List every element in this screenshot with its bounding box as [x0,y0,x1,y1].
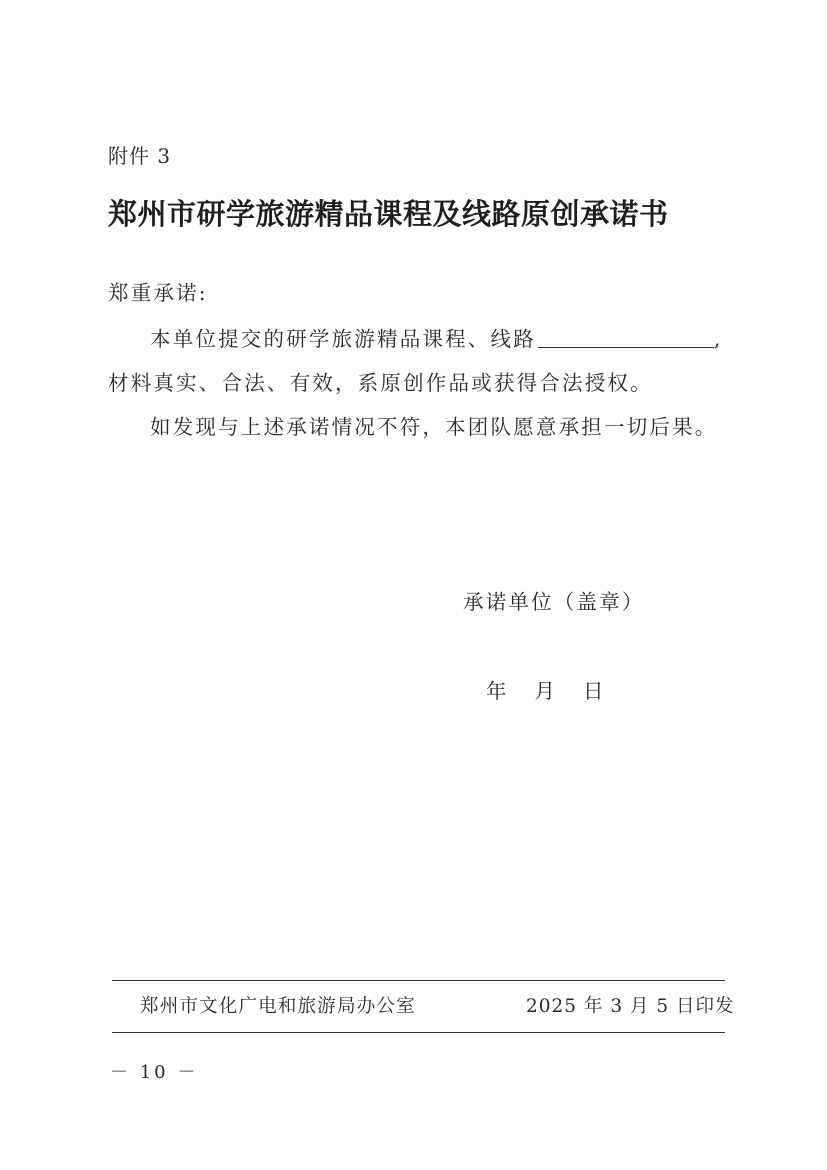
paragraph-1-text: 本单位提交的研学旅游精品课程、线路 [150,327,536,351]
paragraph-3: 如发现与上述承诺情况不符，本团队愿意承担一切后果。 [150,415,718,439]
footer-top-rule [112,980,725,981]
footer-bottom-rule [112,1032,725,1033]
signature-unit-label: 承诺单位（盖章） [463,590,645,614]
page-number: － 10 － [110,1062,199,1083]
paragraph-1 [150,322,723,352]
date-month: 月 [534,679,555,703]
paragraph-1-end: , [713,327,723,351]
date-year: 年 [486,679,507,703]
fill-in-blank-line [538,327,714,348]
signature-date [486,674,604,704]
document-title: 郑州市研学旅游精品课程及线路原创承诺书 [108,197,669,231]
attachment-label: 附件 3 [108,144,172,168]
paragraph-2: 材料真实、合法、有效，系原创作品或获得合法授权。 [108,371,653,395]
date-day: 日 [583,679,604,703]
salutation: 郑重承诺: [108,281,208,305]
footer-issuer: 郑州市文化广电和旅游局办公室 [140,996,416,1017]
footer-issue-date: 2025 年 3 月 5 日印发 [526,996,735,1017]
